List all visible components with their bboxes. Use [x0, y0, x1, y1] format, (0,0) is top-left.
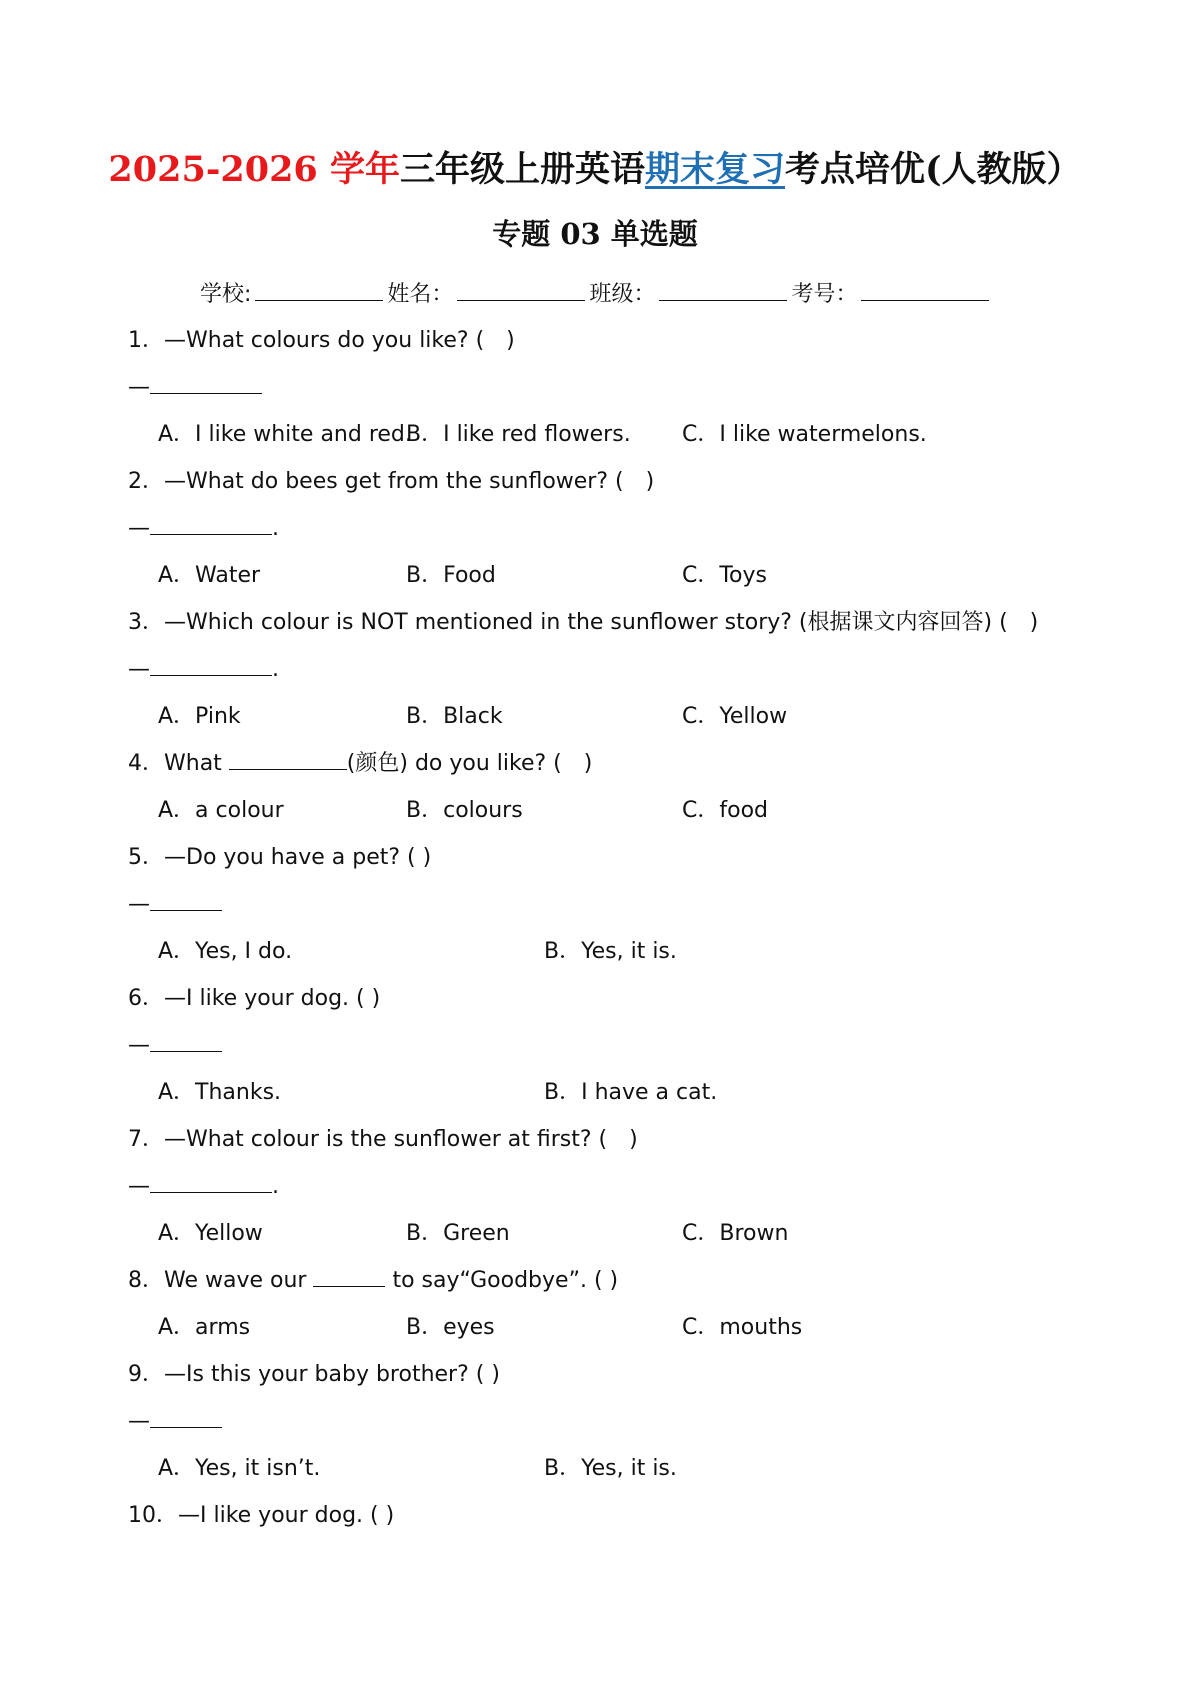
- answer-line-3: — .: [128, 657, 279, 682]
- q2-option-b[interactable]: B．Food: [406, 563, 496, 588]
- title-review-link[interactable]: 期末复习: [644, 149, 785, 190]
- name-blank[interactable]: [457, 278, 585, 301]
- answer-blank-5[interactable]: [150, 890, 222, 911]
- answer-blank-7[interactable]: [150, 1172, 272, 1193]
- class-label: 班级：: [589, 282, 656, 307]
- q4-option-c[interactable]: C．food: [682, 798, 768, 823]
- exam-no-label: 考号：: [791, 282, 858, 307]
- question-9: 9．—Is this your baby brother? ( ): [128, 1362, 500, 1387]
- q5-option-b[interactable]: B．Yes, it is.: [544, 939, 677, 964]
- question-3: 3．—Which colour is NOT mentioned in the sunflower story? (根据课文内容回答) ( ): [128, 610, 1039, 635]
- q5-option-a[interactable]: A．Yes, I do.: [158, 939, 293, 964]
- answer-line-6: —: [128, 1031, 222, 1061]
- answer-blank-9[interactable]: [150, 1407, 222, 1428]
- answer-blank-6[interactable]: [150, 1031, 222, 1052]
- q9-option-b[interactable]: B．Yes, it is.: [544, 1456, 677, 1481]
- answer-blank-1[interactable]: [150, 373, 262, 394]
- answer-blank-3[interactable]: [150, 655, 272, 676]
- answer-line-5: —: [128, 890, 222, 920]
- q1-option-a[interactable]: A．I like white and red.: [158, 422, 412, 447]
- question-8: 8．We wave our to say“Goodbye”. ( ): [128, 1268, 619, 1293]
- exam-no-blank[interactable]: [861, 278, 989, 301]
- q1-option-c[interactable]: C．I like watermelons.: [682, 422, 927, 447]
- title-edition: 考点培优(人教版）: [785, 149, 1082, 190]
- school-blank[interactable]: [255, 278, 383, 301]
- student-info-line: [200, 278, 993, 310]
- q9-option-a[interactable]: A．Yes, it isn’t.: [158, 1456, 321, 1481]
- q6-option-b[interactable]: B．I have a cat.: [544, 1080, 718, 1105]
- q3-option-a[interactable]: A．Pink: [158, 704, 241, 729]
- question-10: 10．—I like your dog. ( ): [128, 1503, 395, 1528]
- question-5: 5．—Do you have a pet? ( ): [128, 845, 432, 870]
- q2-option-c[interactable]: C．Toys: [682, 563, 768, 588]
- q8-option-c[interactable]: C．mouths: [682, 1315, 803, 1340]
- title-grade: 三年级上册英语: [399, 149, 645, 190]
- q4-option-b[interactable]: B．colours: [406, 798, 523, 823]
- page-subtitle: 专题 03 单选题: [492, 217, 698, 251]
- q8-option-a[interactable]: A．arms: [158, 1315, 251, 1340]
- class-blank[interactable]: [659, 278, 787, 301]
- q1-option-b[interactable]: B．I like red flowers.: [406, 422, 631, 447]
- question-7: 7．—What colour is the sunflower at first? ( ): [128, 1127, 638, 1152]
- q8-option-b[interactable]: B．eyes: [406, 1315, 495, 1340]
- q7-option-a[interactable]: A．Yellow: [158, 1221, 263, 1246]
- answer-line-1: —: [128, 373, 262, 403]
- q3-option-b[interactable]: B．Black: [406, 704, 503, 729]
- q4-option-a[interactable]: A．a colour: [158, 798, 284, 823]
- answer-line-7: — .: [128, 1174, 279, 1199]
- answer-blank-2[interactable]: [150, 514, 272, 535]
- q4-blank[interactable]: [229, 749, 347, 770]
- question-6: 6．—I like your dog. ( ): [128, 986, 381, 1011]
- title-year: 2025-2026 学年: [108, 149, 400, 190]
- q8-blank[interactable]: [313, 1266, 385, 1287]
- question-4: 4．What (颜色) do you like? ( ): [128, 751, 593, 776]
- q7-option-c[interactable]: C．Brown: [682, 1221, 789, 1246]
- page-title: [0, 147, 1190, 193]
- school-label: 学校:: [200, 282, 252, 307]
- q3-option-c[interactable]: C．Yellow: [682, 704, 788, 729]
- q2-option-a[interactable]: A．Water: [158, 563, 261, 588]
- q6-option-a[interactable]: A．Thanks.: [158, 1080, 282, 1105]
- question-1: 1．—What colours do you like? ( ): [128, 328, 515, 353]
- answer-line-9: —: [128, 1407, 222, 1437]
- name-label: 姓名：: [387, 282, 454, 307]
- answer-line-2: — .: [128, 516, 279, 541]
- question-2: 2．—What do bees get from the sunflower? ( ): [128, 469, 655, 494]
- q7-option-b[interactable]: B．Green: [406, 1221, 510, 1246]
